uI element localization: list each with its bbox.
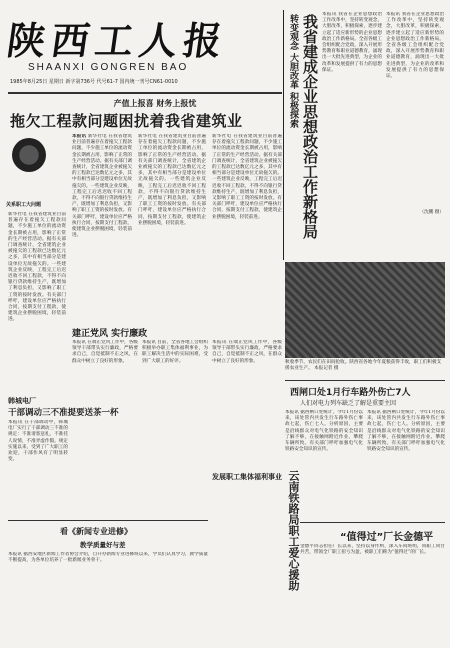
masthead-title: 陕西工人报 [4, 18, 231, 63]
article7-body: 本报讯 目前，全省各地工会组织积极举办职工集体福利事业，为职工解决生活中的实际困难，受到广大职工的好评。 [142, 340, 208, 364]
lead-headline: 拖欠工程款问题困扰着我省建筑业 [10, 112, 243, 130]
lead-column-4 [212, 134, 282, 314]
lead-column-2 [72, 134, 132, 314]
column-divider [283, 10, 284, 260]
article5-column [300, 544, 445, 642]
middle-column-a [142, 340, 208, 515]
lead-body-3: 新华社电 在我省建筑业目前普遍存在着拖欠工程款问题，不少施工单位的流动资金长期被占用，影响了正常的生产经营活动。据有关部门调查统计，全省建筑企业被拖欠的工程款已达数亿元之多，其中有相当部分是建设单位无故拖欠的。一些建筑企业反映，工程完工后迟迟收不回工程款，不得不向银行贷款维持生产，既增加了利息负担，又影响了职工工资的按时发放。有关部门呼吁，建设单位应严格执行合同，按期支付工程款，使建筑企业摆脱困境，轻装前进。 [138, 134, 206, 226]
article7-headline: 发展职工集体福利事业 [212, 473, 282, 481]
right-body-1: 本报讯 我省在企业思想政治工作改革中，坚持转变观念，大胆改革，积极探索，逐步建立起了适应新形势的企业思想政治工作新格局。全省各级工会组织配合党政，深入开展形势教育和职业道德教育，涌现出一大批先进典型，为企业的改革和发展提供了有力的思想保证。 [322, 12, 382, 73]
article4-body-1: 本报讯 据西闸口处统计，今年1月份以来，该处管内共发生行车路外伤亡事故七起，伤亡七人。分析原因，主要是沿线群众对电气化铁路的安全知识了解不够，在接触网附近作业、攀爬车辆所致。有关部门呼吁加强电气化铁路安全知识的宣传。 [285, 410, 363, 453]
vertical-headline: 云南铁路局职工爱心援助 [287, 470, 300, 591]
article4-subhead: 人们对电力列车缺乏了解是重要主因 [300, 400, 397, 407]
small-caption: （沈鹏 摄） [419, 210, 444, 215]
article3-column [72, 340, 138, 470]
photo-caption: 秋收季节，农民们在田间抢收。陕西省各地今年夏粮获得丰收，职工们积极支援农业生产。 本报记者 摄 [285, 360, 442, 371]
divider-bottom-left [8, 520, 208, 521]
masthead-pinyin: SHAANXI GONGREN BAO [28, 62, 189, 73]
right-headline-kicker: 转变观念 大胆改革 积极探索 [288, 14, 298, 129]
article4-column-2 [367, 410, 445, 520]
emblem-image [12, 138, 46, 172]
lead-column-3 [138, 134, 206, 314]
right-column-2 [386, 12, 444, 262]
article6-headline: 看《新闻专业进修》 [60, 527, 132, 536]
article4-column-1 [285, 410, 363, 520]
lead-body-4: 新华社电 在我省建筑业目前普遍存在着拖欠工程款问题，不少施工单位的流动资金长期被占用，影响了正常的生产经营活动。据有关部门调查统计，全省建筑企业被拖欠的工程款已达数亿元之多，其中有相当部分是建设单位无故拖欠的。一些建筑企业反映，工程完工后迟迟收不回工程款，不得不向银行贷款维持生产，既增加了利息负担，又影响了职工工资的按时发放。有关部门呼吁，建设单位应严格执行合同，按期支付工程款，使建筑企业摆脱困境，轻装前进。 [212, 134, 282, 220]
article2-kicker: 韩城电厂 [8, 397, 36, 405]
article3-body: 本报讯 在端正党风工作中，各级领导干部带头实行廉政，严格要求自己，自觉抵制不正之风，在群众中树立了良好的形象。 [72, 340, 138, 364]
article6-body: 本报讯 据西安地区新闻工作者协会介绍，自开办新闻专业进修班以来，学员们认真学习，教学质量不断提高，为各单位培养了一批新闻业务骨干。 [8, 552, 208, 564]
right-column-1 [322, 12, 382, 262]
issue-line: 1985年8月25日 星期日 新字第736号 代号61-7 国内统一刊号CN61-0010 [10, 79, 178, 85]
article4-body-2: 本报讯 据西闸口处统计，今年1月份以来，该处管内共发生行车路外伤亡事故七起，伤亡七人。分析原因，主要是沿线群众对电气化铁路的安全知识了解不够，在接触网附近作业、攀爬车辆所致。有关部门呼吁加强电气化铁路安全知识的宣传。 [367, 410, 445, 453]
emblem-caption: 关系职工大问题 [6, 202, 42, 208]
article2-column [8, 420, 68, 510]
lead-kicker: 产值上报喜 财务上报忧 [113, 99, 197, 108]
article2-headline: 干部调动三不准提要送茶一杯 [8, 408, 119, 418]
lead-byline: 本报讯 [72, 134, 87, 139]
article4-headline: 西闸口处1月行车路外伤亡7人 [290, 388, 411, 398]
article5-headline: “值得过”厂长金德平 [340, 532, 434, 543]
article3-headline: 建正党风 实行廉政 [72, 329, 148, 339]
divider-bottom-right [300, 522, 445, 523]
lead-column-1 [8, 212, 66, 402]
lead-body-1: 新华社电 在我省建筑业目前普遍存在着拖欠工程款问题，不少施工单位的流动资金长期被占用，影响了正常的生产经营活动。据有关部门调查统计，全省建筑企业被拖欠的工程款已达数亿元之多，其中有相当部分是建设单位无故拖欠的。一些建筑企业反映，工程完工后迟迟收不回工程款，不得不向银行贷款维持生产，既增加了利息负担，又影响了职工工资的按时发放。有关部门呼吁，建设单位应严格执行合同，按期支付工程款，使建筑企业摆脱困境，轻装前进。 [8, 212, 66, 323]
divider-right [285, 380, 445, 381]
article2-body: 本报讯 在干部调动中，韩城电厂实行了干部调动三不准的规定：不准请客送礼，不准托人说情，不准弄虚作假。规定实施以来，受到了广大职工的欢迎，干部作风有了明显转变。 [8, 420, 68, 463]
article6-subhead: 教学质量好与差 [80, 541, 126, 549]
article3-body-cont: 本报讯 在端正党风工作中，各级领导干部带头实行廉政，严格要求自己，自觉抵制不正之风，在群众中树立了良好的形象。 [212, 340, 282, 364]
article6-column [8, 552, 208, 642]
article5-body: 金德平同志担任厂长以来，坚持以身作则，深入车间班组，同职工同甘共苦，带领全厂职工扭亏为盈，被职工们称为“值得过”的厂长。 [300, 544, 445, 556]
right-body-2: 本报讯 我省在企业思想政治工作改革中，坚持转变观念，大胆改革，积极探索，逐步建立起了适应新形势的企业思想政治工作新格局。全省各级工会组织配合党政，深入开展形势教育和职业道德教育，涌现出一大批先进典型，为企业的改革和发展提供了有力的思想保证。 [386, 12, 444, 80]
right-headline-main: 我省建成企业思想政治工作新格局 [301, 14, 319, 239]
masthead-rule [8, 92, 282, 94]
harvest-photo [285, 262, 445, 358]
middle-column-b [212, 340, 282, 470]
lead-body-2: 新华社电 在我省建筑业目前普遍存在着拖欠工程款问题，不少施工单位的流动资金长期被占用，影响了正常的生产经营活动。据有关部门调查统计，全省建筑企业被拖欠的工程款已达数亿元之多，其中有相当部分是建设单位无故拖欠的。一些建筑企业反映，工程完工后迟迟收不回工程款，不得不向银行贷款维持生产，既增加了利息负担，又影响了职工工资的按时发放。有关部门呼吁，建设单位应严格执行合同，按期支付工程款，使建筑企业摆脱困境，轻装前进。 [72, 134, 132, 239]
